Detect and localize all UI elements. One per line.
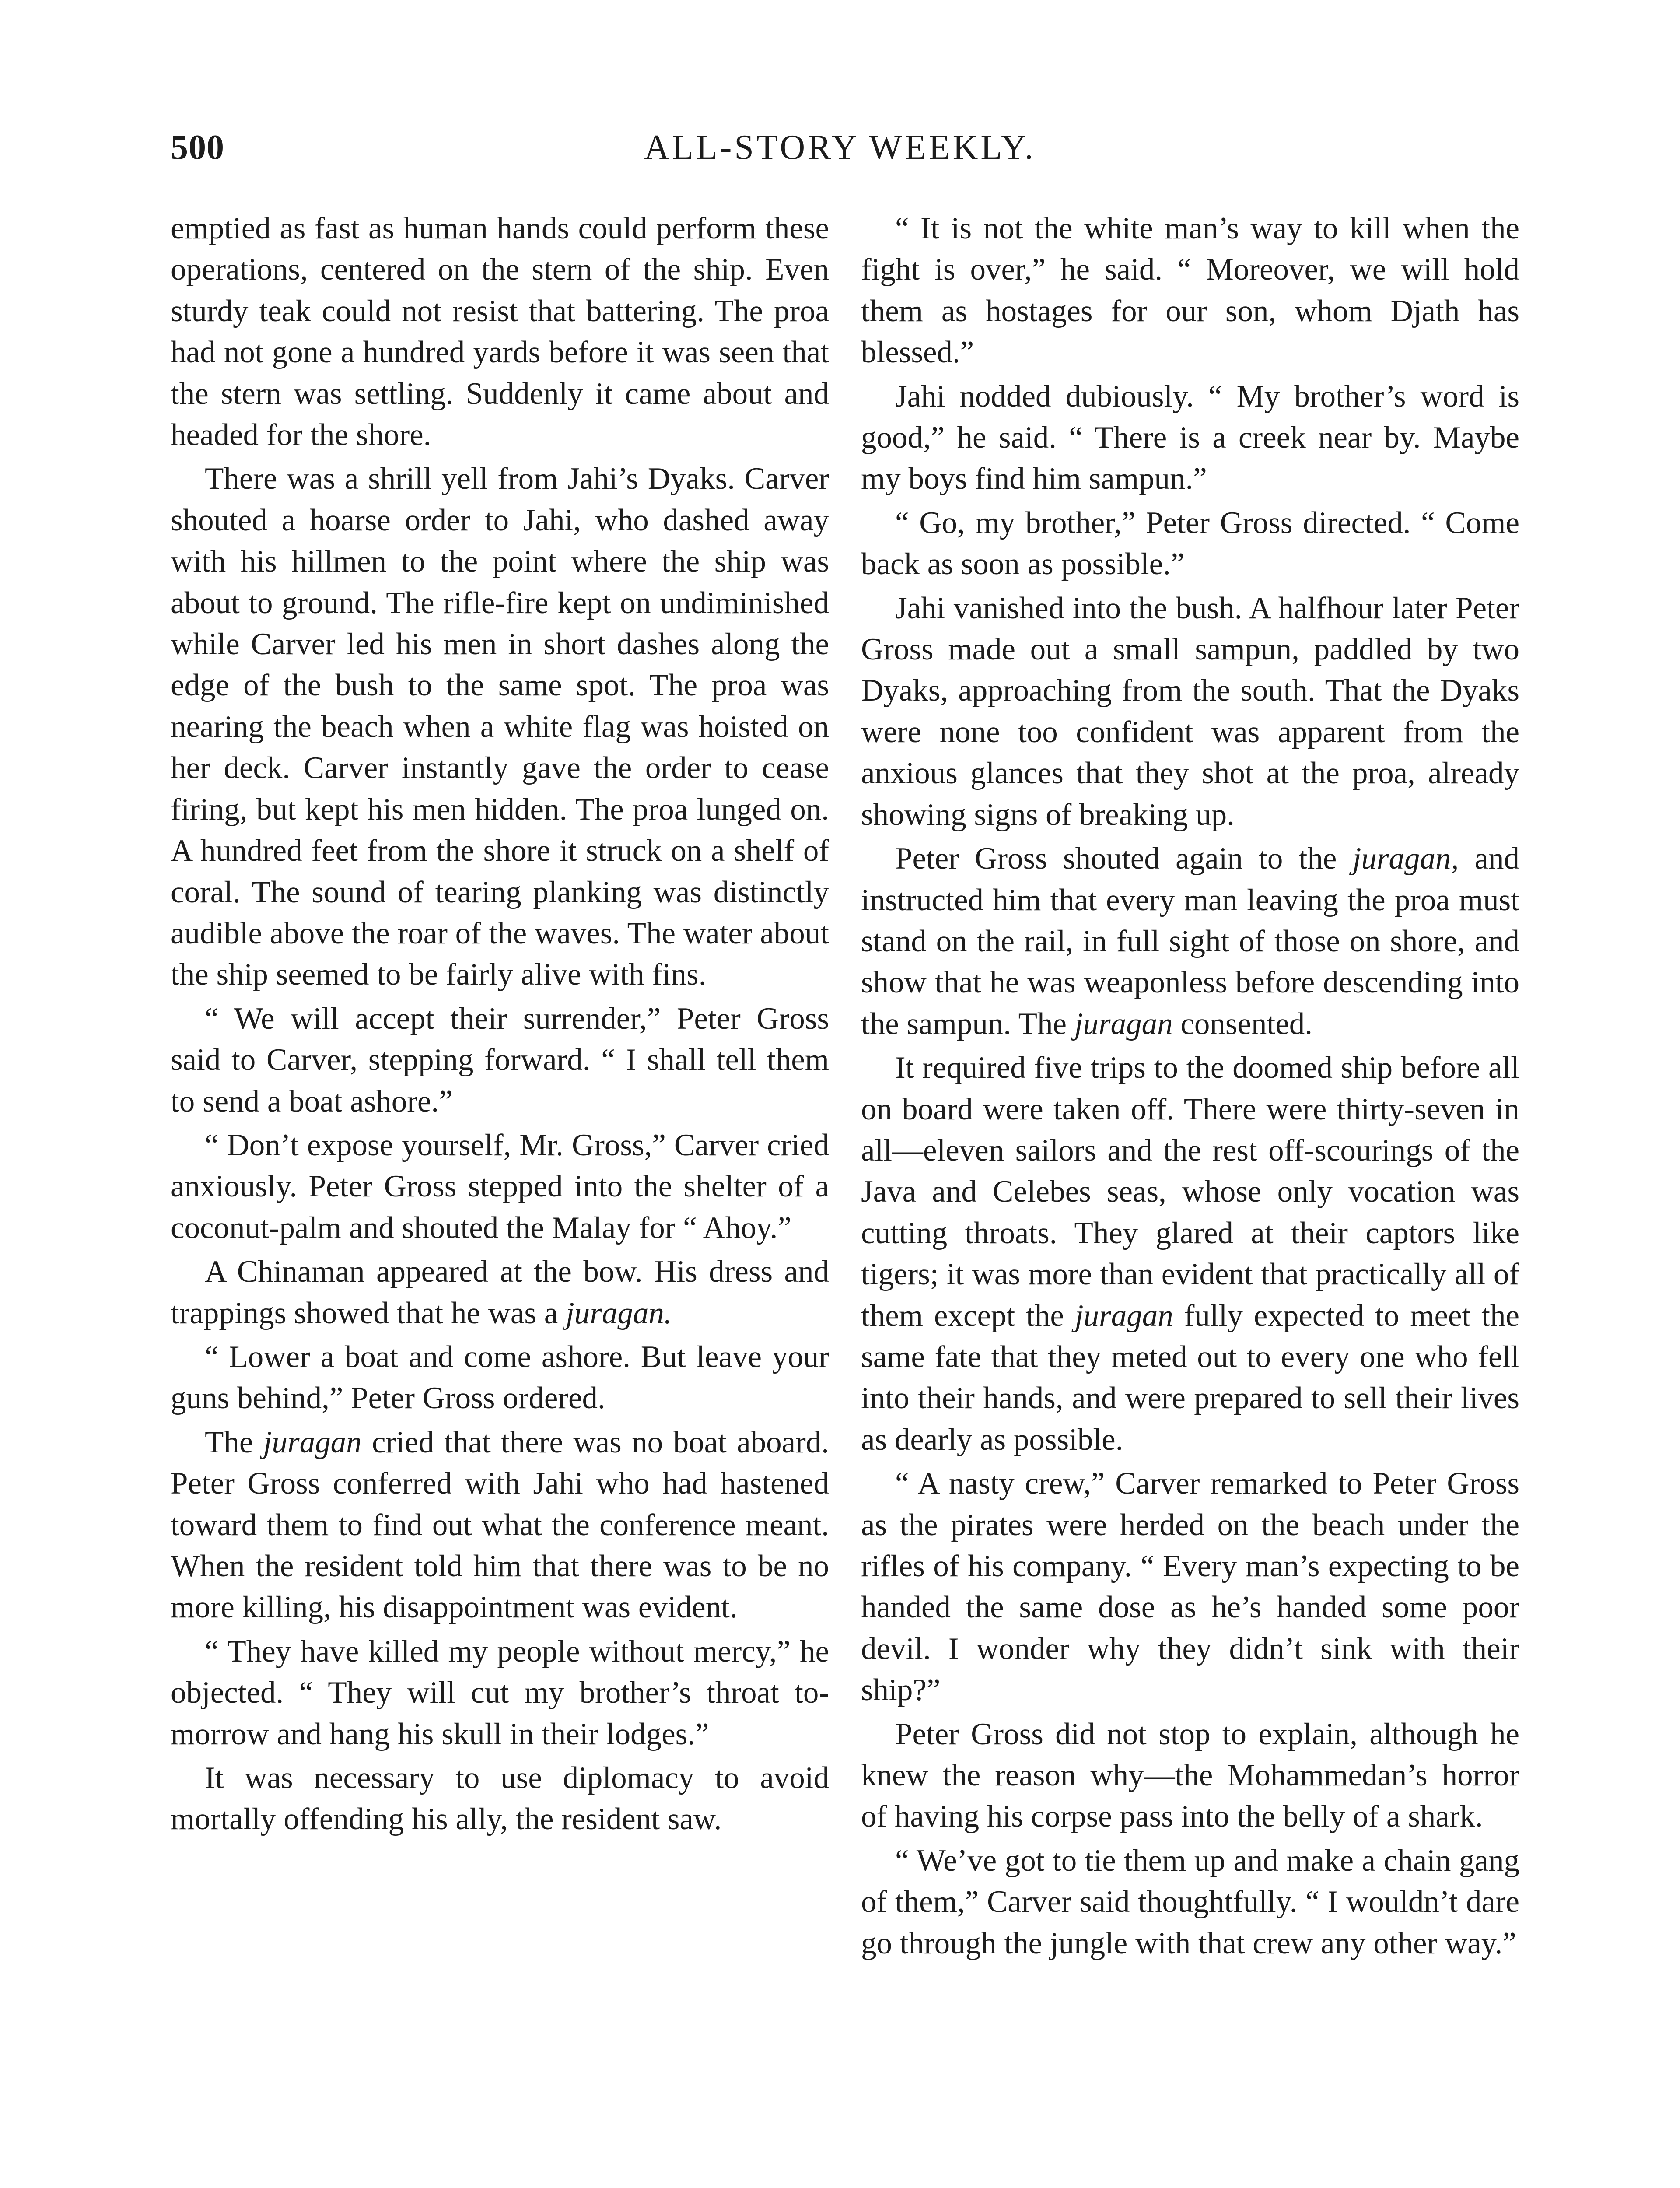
text-run: emptied as fast as human hands could perform these operations, centered on the stern of the ship. Even sturdy teak could not resist that battering. The proa had not gone a hundred yards before it was seen that the stern was settling. Suddenly it came about and headed for the shore. — [171, 211, 829, 452]
text-run: The — [205, 1425, 263, 1459]
paragraph — [171, 458, 829, 995]
page-header — [171, 128, 1509, 189]
text-run: “ It is not the white man’s way to kill when the fight is over,” he said. “ Moreover, we will hold them as hostages for our son, whom Djath has blessed.” — [861, 211, 1519, 370]
italic-text: juragan — [263, 1425, 362, 1459]
text-run: Peter Gross shouted again to the — [895, 842, 1353, 876]
text-run: “ Lower a boat and come ashore. But leave your guns behind,” Peter Gross ordered. — [171, 1339, 829, 1416]
right-column — [861, 208, 1519, 1967]
text-run: “ They have killed my people without mercy,” he objected. “ They will cut my brother’s throat to-morrow and hang his skull in their lodges.” — [171, 1634, 829, 1751]
text-run: There was a shrill yell from Jahi’s Dyaks. Carver shouted a hoarse order to Jahi, who dashed away with his hillmen to the point where the ship was about to ground. The rifle-fire kept on undiminished while Carver led his men in short dashes along the edge of the bush to the same spot. The proa was nearing the beach when a white flag was hoisted on her deck. Carver instantly gave the order to cease firing, but kept his men hidden. The proa lunged on. A hundred feet from the shore it struck on a shelf of coral. The sound of tearing planking was distinctly audible above the roar of the waves. The water about the ship seemed to be fairly alive with fins. — [171, 462, 829, 992]
text-run: fully expected to meet the same fate that they meted out to every one who fell into their hands, and were prepared to sell their lives as dearly as possible. — [861, 1298, 1519, 1457]
paragraph — [861, 1714, 1519, 1837]
paragraph — [171, 998, 829, 1122]
text-run: It was necessary to use diplomacy to avoid mortally offending his ally, the resident saw. — [171, 1761, 829, 1837]
paragraph — [861, 1463, 1519, 1711]
text-run: Jahi vanished into the bush. A halfhour later Peter Gross made out a small sampun, paddled by two Dyaks, approaching from the south. That the Dyaks were none too confident was apparent from the anxious glances that they shot at the proa, already showing signs of breaking up. — [861, 591, 1519, 832]
italic-text: juragan — [1074, 1006, 1173, 1041]
italic-text: juragan. — [566, 1296, 672, 1330]
text-run: Jahi nodded dubiously. “ My brother’s word is good,” he said. “ There is a creek near by. Maybe my boys find him sampun.” — [861, 379, 1519, 496]
text-run: It required five trips to the doomed ship before all on board were taken off. There were thirty-seven in all—eleven sailors and the rest off-scourings of the Java and Celebes seas, whose only vocation was cutting throats. They glared at their captors like tigers; it was more than evident that practically all of them except the — [861, 1051, 1519, 1333]
text-run: “ Don’t expose yourself, Mr. Gross,” Carver cried anxiously. Peter Gross stepped into the shelter of a coconut-palm and shouted the Malay for “ Ahoy.” — [171, 1128, 829, 1245]
paragraph — [861, 1047, 1519, 1460]
paragraph — [171, 1631, 829, 1755]
paragraph — [171, 1251, 829, 1334]
paragraph — [171, 1336, 829, 1419]
italic-text: juragan — [1074, 1298, 1173, 1333]
paragraph — [861, 376, 1519, 500]
text-run: “ We’ve got to tie them up and make a chain gang of them,” Carver said thoughtfully. “ I wouldn’t dare go through the jungle with that crew any other way.” — [861, 1843, 1519, 1960]
paragraph — [861, 208, 1519, 373]
text-run: A Chinaman appeared at the bow. His dress and trappings showed that he was a — [171, 1255, 829, 1330]
running-title: ALL-STORY WEEKLY. — [644, 128, 1036, 167]
text-run: “ A nasty crew,” Carver remarked to Peter Gross as the pirates were herded on the beach under the rifles of his company. “ Every man’s expecting to be handed the same dose as he’s handed some poor devil. I wonder why they didn’t sink with their ship?” — [861, 1466, 1519, 1708]
page-number: 500 — [171, 128, 224, 167]
paragraph — [861, 838, 1519, 1045]
italic-text: juragan, — [1352, 842, 1459, 876]
paragraph — [861, 588, 1519, 835]
text-run: and instructed him that every man leaving the proa must stand on the rail, in full sight of those on shore, and show that he was weaponless before descending into the sampun. The — [861, 842, 1519, 1041]
paragraph — [861, 1840, 1519, 1964]
paragraph — [171, 1757, 829, 1840]
text-run: Peter Gross did not stop to explain, although he knew the reason why—the Mohammedan’s horror of having his corpse pass into the belly of a shark. — [861, 1717, 1519, 1834]
paragraph — [861, 502, 1519, 585]
text-run: cried that there was no boat aboard. Peter Gross conferred with Jahi who had hastened toward them to find out what the conference meant. When the resident told him that there was to be no more killing, his disappointment was evident. — [171, 1425, 829, 1625]
left-column — [171, 208, 829, 1843]
text-run: “ We will accept their surrender,” Peter Gross said to Carver, stepping forward. “ I shall tell them to send a boat ashore.” — [171, 1001, 829, 1119]
paragraph — [171, 1125, 829, 1248]
text-run: “ Go, my brother,” Peter Gross directed. “ Come back as soon as possible.” — [861, 505, 1519, 582]
paragraph — [171, 1422, 829, 1628]
text-run: consented. — [1172, 1006, 1312, 1041]
paragraph — [171, 208, 829, 456]
